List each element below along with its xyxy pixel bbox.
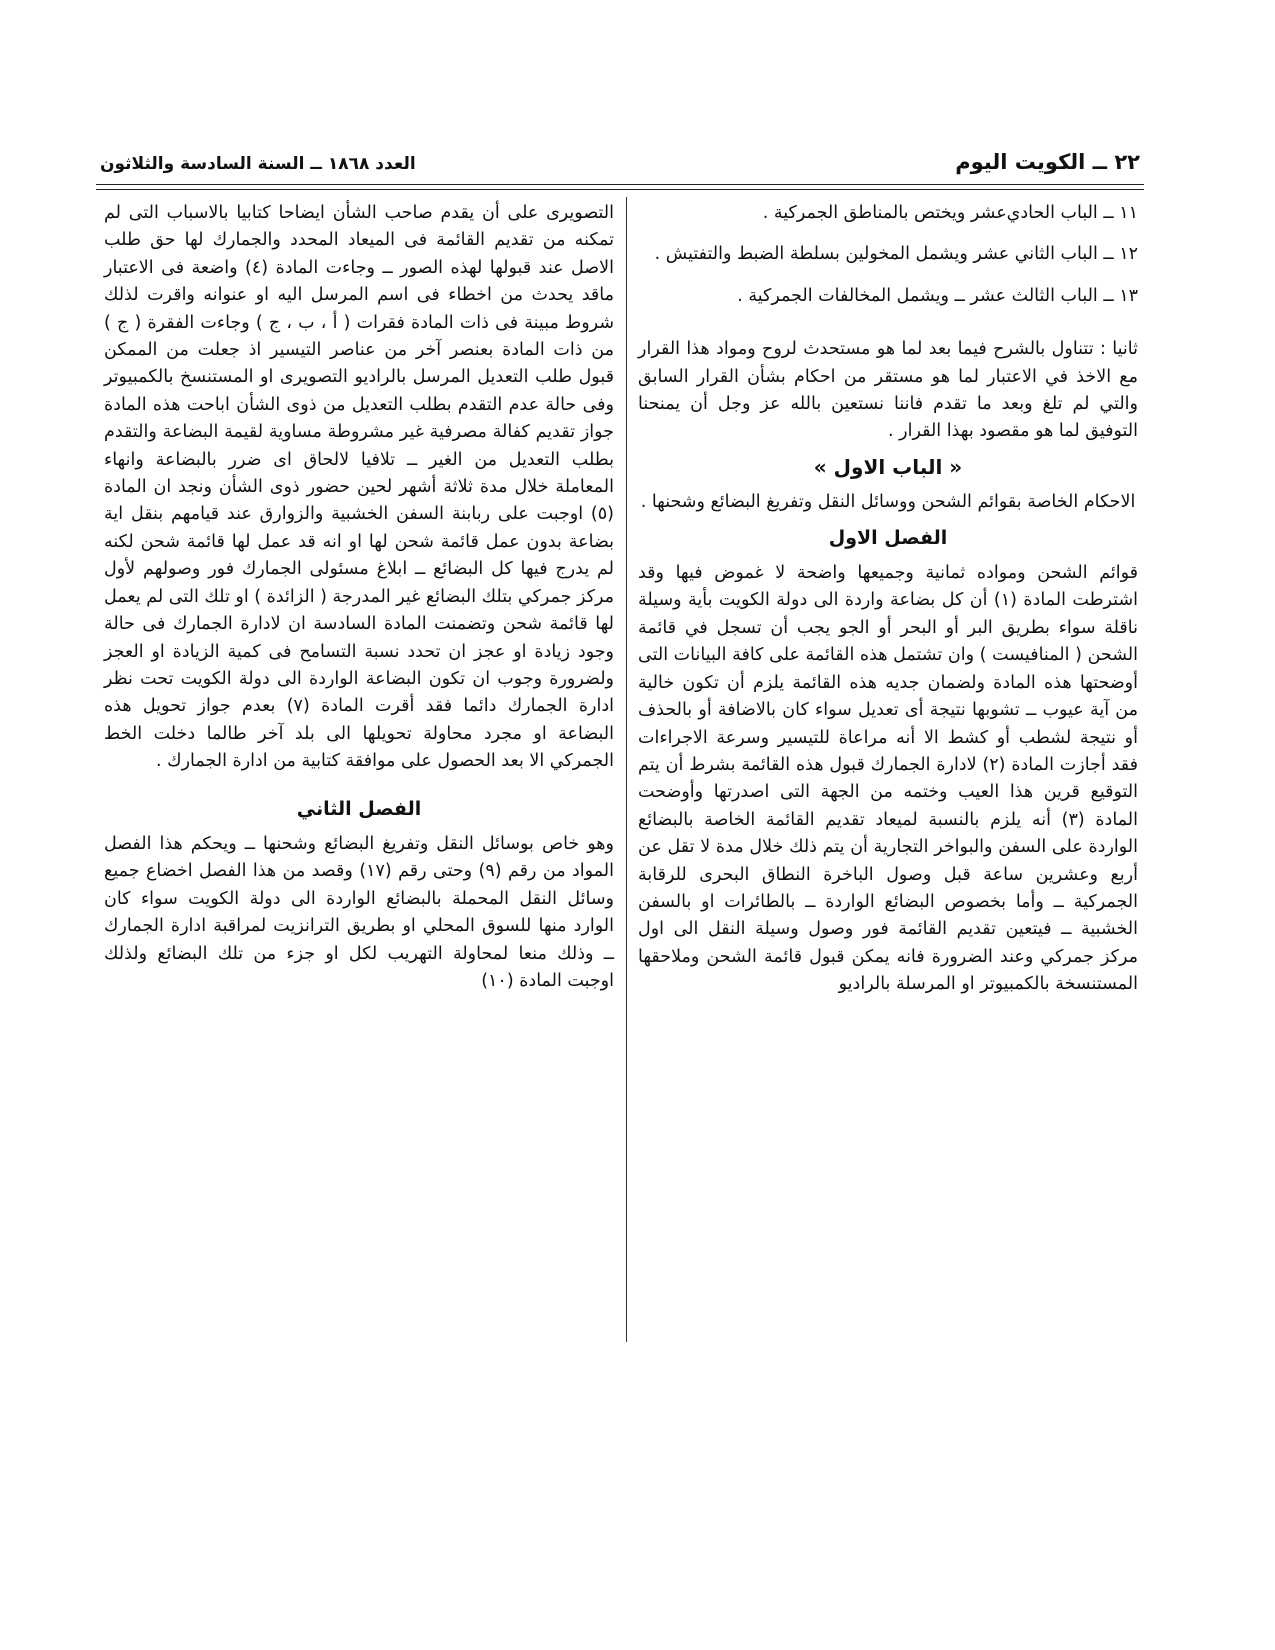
continuation-paragraph: التصويرى على أن يقدم صاحب الشأن ايضاحا كتابيا بالاسباب التى لم تمكنه من تقديم القائمة فى الميعاد المحدد والجمارك لها حق طلب الاصل عند قبولها لهذه الصور ــ وجاءت المادة (٤) واضعة فى الاعتبار ماقد يحدث من اخطاء فى اسم المرسل اليه او عنوانه واقرت لذلك شروط مبينة فى ذات المادة فقرات ( أ ، ب ، ج ) وجاءت الفقرة ( ج ) من ذات المادة بعنصر آخر من عناصر التيسير اذ جعلت من الممكن قبول طلب التعديل المرسل بالراديو التصويرى او المستنسخ بالكمبيوتر وفى حالة عدم التقدم بطلب التعديل من ذوى الشأن اباحت هذه المادة جواز تقديم كفالة مصرفية غير مشروطة مساوية لقيمة البضاعة والتقدم بطلب التعديل من الغير ــ تلافيا لالحاق اى ضرر بالبضاعة وانهاء المعاملة خلال مدة ثلاثة أشهر لحين حضور ذوى الشأن ونجد ان المادة (٥) اوجبت على ربابنة السفن الخشبية والزوارق عند قيامهم بنقل اية بضاعة بدون عمل قائمة شحن لها او انه قد عمل لها قائمة شحن لكنه لم يدرج فيها كل البضائع ــ ابلاغ مسئولى الجمارك فور وصولهم لأول مركز جمركي بتلك البضائع غير المدرجة ( الزائدة ) او تلك التى لم يعمل لها قائمة شحن وتضمنت المادة السادسة ان لادارة الجمارك فى حالة وجود زيادة او عجز ان تحدد نسبة التسامح فى كمية الزيادة او العجز ولضرورة وجوب ان تكون البضاعة الواردة الى دولة الكويت تحت نظر ادارة الجمارك دائما فقد أقرت المادة (٧) بعدم جواز تحويل هذه البضاعة او مجرد محاولة تحويلها الى بلد آخر طالما دخلت الخط الجمركي الا بعد الحصول على موافقة كتابية من ادارة الجمارك .	[104, 203, 615, 772]
section-body-second: وهو خاص بوسائل النقل وتفريغ البضائع وشحنها ــ ويحكم هذا الفصل المواد من رقم (٩) وحتى رقم (١٧) وقصد من هذا الفصل اخضاع جميع وسائل النقل المحملة بالبضائع الواردة الى دولة الكويت سواء كان الوارد منها للسوق المحلي او بطريق الترانزيت لمراقبة ادارة الجمارك ــ وذلك منعا لمحاولة التهريب لكل او جزء من تلك البضائع ولذلك اوجبت المادة (١٠)	[104, 833, 614, 991]
header-rule-top	[96, 184, 1144, 185]
chapter-heading: « الباب الاول »	[813, 454, 963, 479]
section-heading-second: الفصل الثاني	[296, 797, 422, 820]
header-rule-bottom	[96, 189, 1144, 190]
chapter-subtitle: الاحكام الخاصة بقوائم الشحن ووسائل النقل وتفريغ البضائع وشحنها .	[640, 492, 1136, 513]
page-header	[100, 146, 1140, 182]
section-body-first: قوائم الشحن ومواده ثمانية وجميعها واضحة لا غموض فيها وقد اشترطت المادة (١) أن كل بضاعة واردة الى دولة الكويت بأية وسيلة ناقلة سواء بطريق البر أو البحر أو الجو يجب أن تسجل في قائمة الشحن ( المنافيست ) وان تشتمل هذه القائمة على كافة البيانات التى أوضحتها هذه المادة ولضمان جديه هذه القائمة يلزم أن تكون خالية من آية عيوب ــ تشوبها نتيجة أى تعديل سواء كان بالاضافة أو بالحذف أو نتيجة لشطب أو كشط الا أنه مراعاة للتيسير وسرعة الاجراءات فقد أجازت المادة (٢) لادارة الجمارك قبول هذه القائمة بشرط أن يتم التوقيع قرين هذا العيب وختمه من الجهة التى اصدرتها وأوضحت المادة (٣) أنه يلزم بالنسبة لميعاد تقديم القائمة الخاصة بالبضائع الواردة على السفن والبواخر التجارية أن يتم ذلك خلال مدة لا تقل عن أربع وعشرين ساعة قبل وصول الباخرة النطاق البحرى للرقابة الجمركية ــ وأما بخصوص البضائع الواردة ــ بالطائرات او بالسفن الخشبية ــ فيتعين تقديم القائمة فور وصول وسيلة النقل الى اول مركز جمركي وعند الضرورة فانه يمكن قبول قائمة الشحن وملاحقها المستنسخة بالكمبيوتر او المرسلة بالراديو	[638, 563, 1138, 995]
spacer	[104, 776, 614, 788]
paragraph-second: ثانيا : تتناول بالشرح فيما بعد لما هو مستحدث لروح ومواد هذا القرار مع الاخذ في الاعتبار لما هو مستقر من احكام بشأن القرار السابق والتي لم تلغ وبعد ما تقدم فاننا نستعين بالله عز وجل أن يمنحنا التوفيق لما هو مقصود بهذا القرار .	[638, 339, 1138, 442]
spacer	[638, 324, 1138, 336]
right-column	[638, 200, 1138, 999]
header-page-number-title: ٢٢ ــ الكويت اليوم	[955, 150, 1140, 174]
header-issue-info: العدد ١٨٦٨ ــ السنة السادسة والثلاثون	[100, 154, 416, 174]
column-divider	[626, 197, 627, 1342]
section-heading-first: الفصل الاول	[828, 526, 948, 549]
list-item-13: ١٣ ــ الباب الثالث عشر ــ ويشمل المخالفات الجمركية .	[737, 285, 1138, 306]
left-column	[104, 200, 614, 995]
list-item-11: ١١ ــ الباب الحادي‌عشر ويختص بالمناطق الجمركية .	[762, 203, 1138, 223]
list-item-12: ١٢ ــ الباب الثاني عشر ويشمل المخولين بسلطة الضبط والتفتيش .	[654, 244, 1138, 265]
